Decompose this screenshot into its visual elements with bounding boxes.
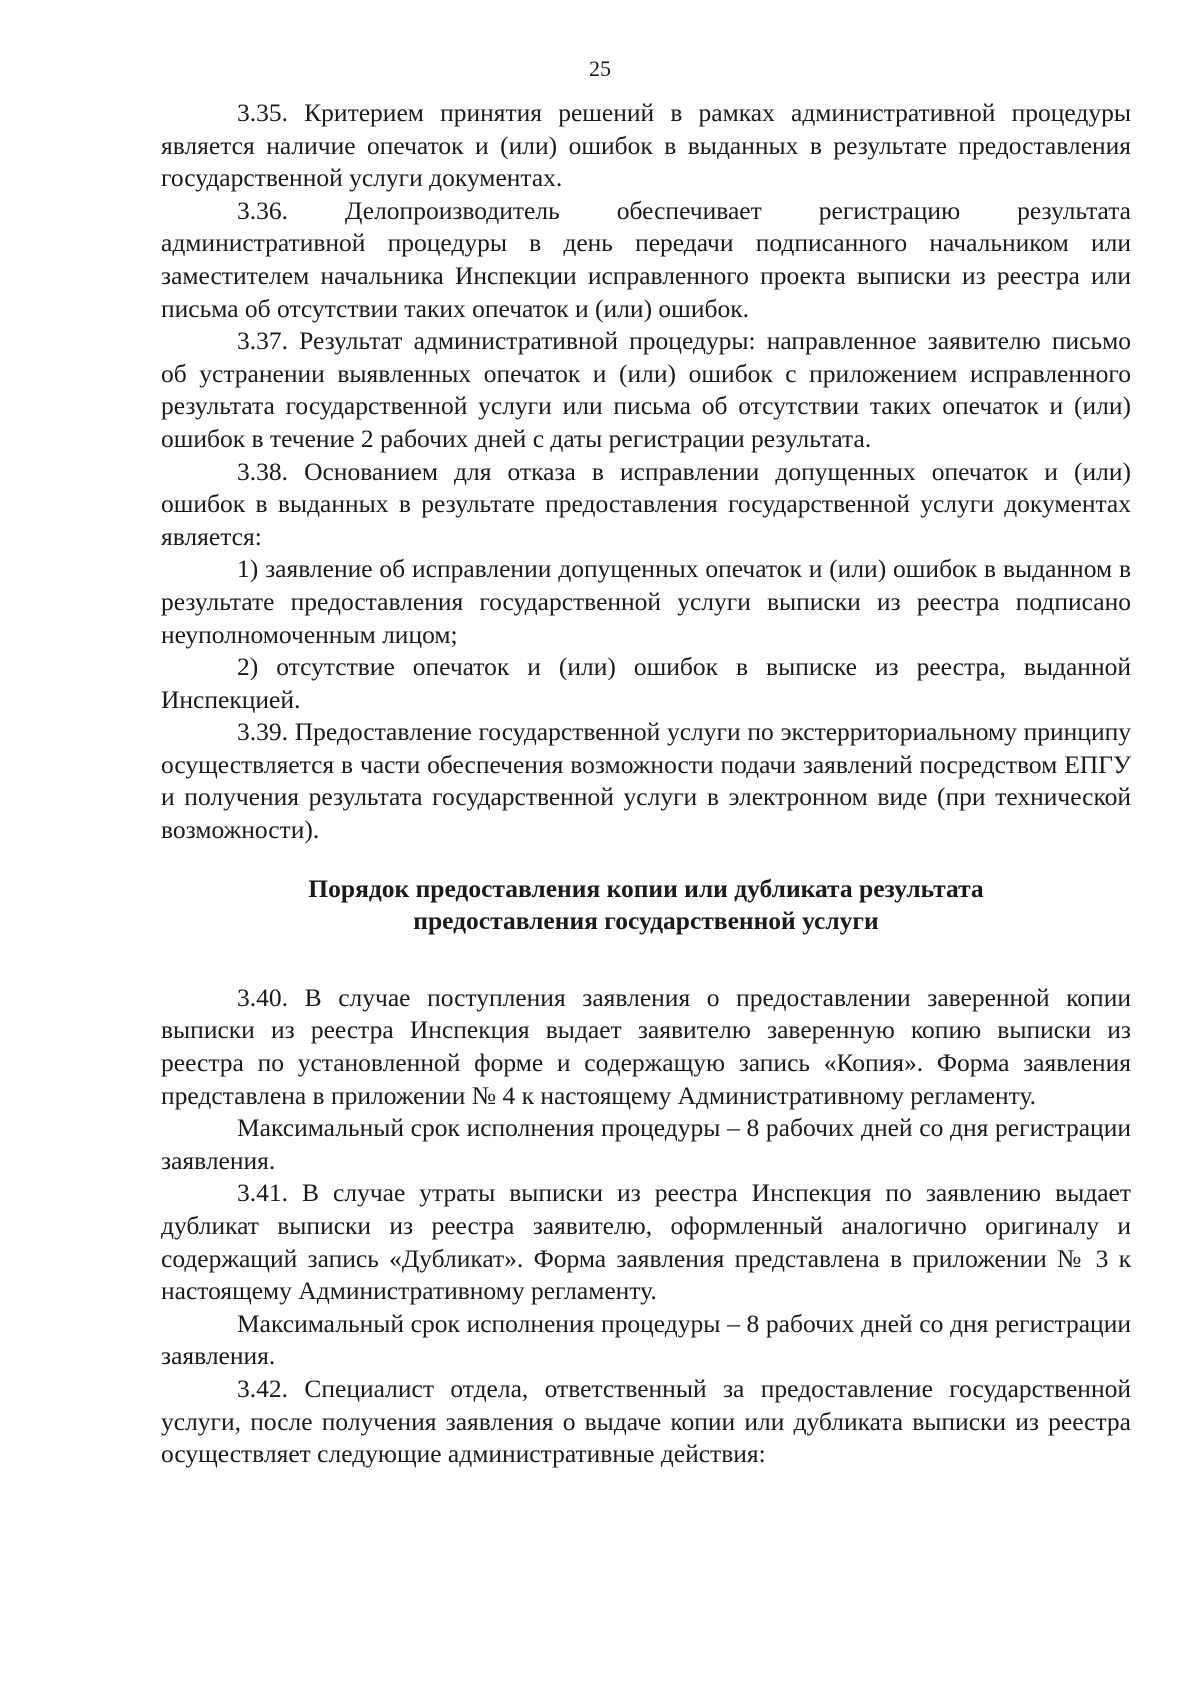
paragraph-3-40: 3.40. В случае поступления заявления о предоставлении заверенной копии выписки из реестра Инспекция выдает заявителю заверенную копию выписки из реестра по установленной форме и содержащую запись «Копия». Форма заявления представлена в приложении № 4 к настоящему Административному регламенту. [161, 982, 1131, 1110]
page-number: 25 [589, 56, 611, 81]
paragraph-3-36: 3.36. Делопроизводитель обеспечивает регистрацию результата административной процедуры в день передачи подписанного начальником или заместителем начальника Инспекции исправленного проекта выписки из реестра или письма об отсутствии таких опечаток и (или) ошибок. [161, 195, 1131, 323]
paragraph-deadline-1: Максимальный срок исполнения процедуры – 8 рабочих дней со дня регистрации заявления. [161, 1113, 1131, 1175]
section-heading [161, 873, 1131, 938]
list-item-2: 2) отсутствие опечаток и (или) ошибок в выписке из реестра, выданной Инспекцией. [161, 652, 1131, 714]
paragraph-3-42: 3.42. Специалист отдела, ответственный за предоставление государственной услуги, после получения заявления о выдаче копии или дубликата выписки из реестра осуществляет следующие административные действия: [161, 1373, 1131, 1469]
section-heading-line-2: предоставления государственной услуги [413, 906, 879, 936]
paragraph-deadline-2: Максимальный срок исполнения процедуры – 8 рабочих дней со дня регистрации заявления. [161, 1308, 1131, 1371]
list-item-1: 1) заявление об исправлении допущенных опечаток и (или) ошибок в выданном в результате предоставления государственной услуги выписки из реестра подписано неуполномоченным лицом; [161, 554, 1131, 649]
paragraph-3-39: 3.39. Предоставление государственной услуги по экстерриториальному принципу осуществляется в части обеспечения возможности подачи заявлений посредством ЕПГУ и получения результата государственной услуги в электронном виде (при технической возможности). [161, 717, 1131, 845]
paragraph-3-37: 3.37. Результат административной процедуры: направленное заявителю письмо об устранении выявленных опечаток и (или) ошибок с приложением исправленного результата государственной услуги или письма об отсутствии таких опечаток и (или) ошибок в течение 2 рабочих дней с даты регистрации результата. [161, 326, 1131, 453]
document-body [161, 97, 1131, 1471]
paragraph-3-35: 3.35. Критерием принятия решений в рамках административной процедуры является наличие опечаток и (или) ошибок в выданных в результате предоставления государственной услуги документах. [161, 98, 1131, 193]
paragraph-3-41: 3.41. В случае утраты выписки из реестра Инспекция по заявлению выдает дубликат выписки из реестра заявителю, оформленный аналогично оригиналу и содержащий запись «Дубликат». Форма заявления представлена в приложении № 3 к настоящему Административному регламенту. [161, 1178, 1131, 1306]
section-heading-line-1: Порядок предоставления копии или дубликата результата [308, 873, 984, 903]
paragraph-3-38: 3.38. Основанием для отказа в исправлении допущенных опечаток и (или) ошибок в выданных в результате предоставления государственной услуги документах является: [161, 456, 1131, 551]
